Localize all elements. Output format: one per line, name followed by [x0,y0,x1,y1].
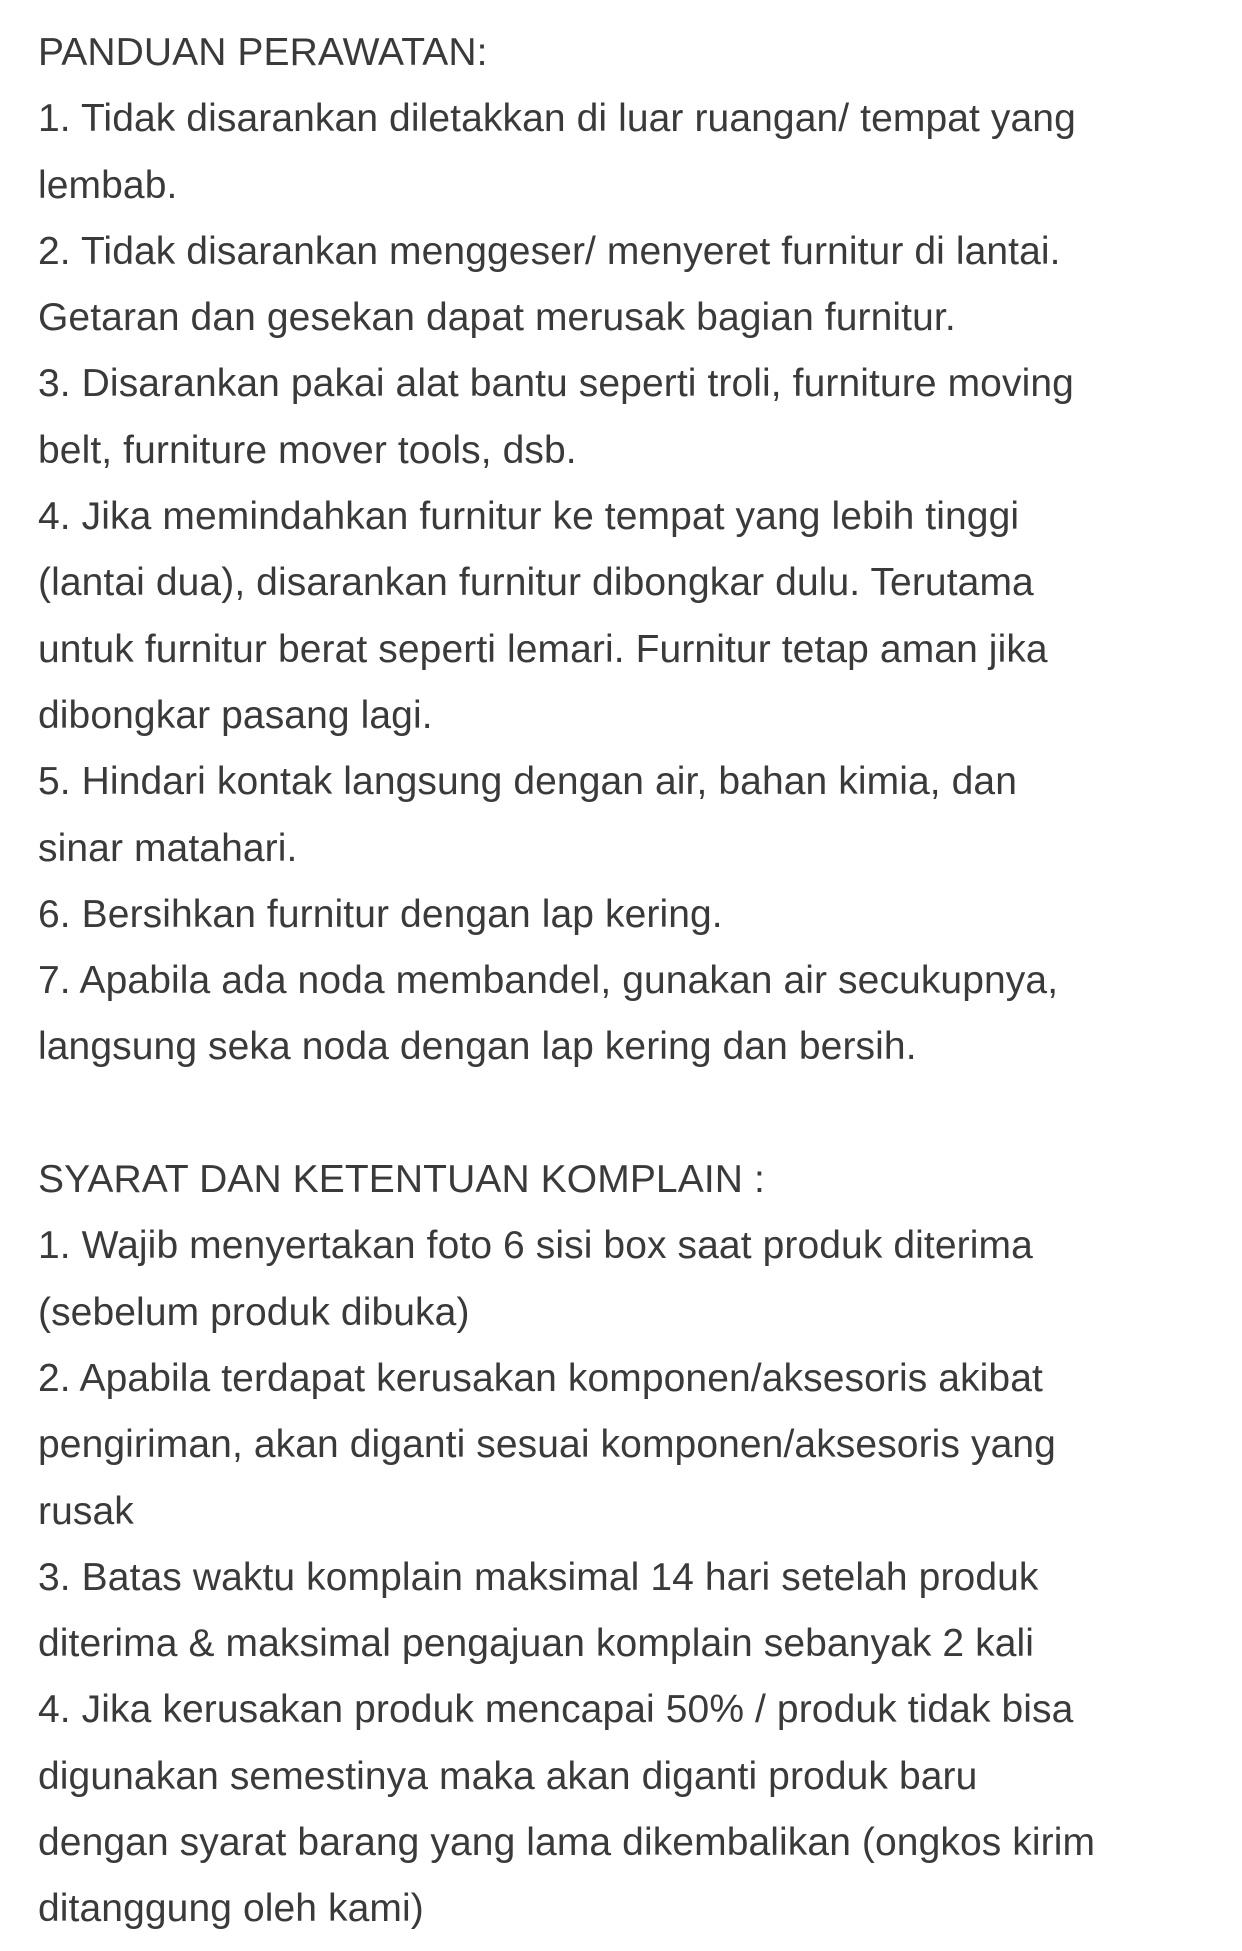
care-guide-heading: PANDUAN PERAWATAN: [38,31,488,74]
complaint-terms-line: 3. Batas waktu komplain maksimal 14 hari setelah produk [38,1555,1039,1599]
complaint-terms-line: ditanggung oleh kami) [38,1887,424,1931]
complaint-terms-line: pengiriman, akan diganti sesuai komponen/aksesoris yang [38,1423,1056,1467]
complaint-terms-line: digunakan semestinya maka akan diganti produk baru [38,1754,978,1798]
care-guide-line: lembab. [38,163,178,207]
care-guide-line: 6. Bersihkan furnitur dengan lap kering. [38,892,723,936]
complaint-terms-line: rusak [38,1489,134,1533]
complaint-terms-line: 4. Jika kerusakan produk mencapai 50% / produk tidak bisa [38,1688,1074,1732]
care-guide-line: belt, furniture mover tools, dsb. [38,428,577,472]
complaint-terms-line: diterima & maksimal pengajuan komplain sebanyak 2 kali [38,1622,1035,1666]
care-guide-line: 5. Hindari kontak langsung dengan air, bahan kimia, dan [38,760,1017,804]
care-guide-line: 1. Tidak disarankan diletakkan di luar ruangan/ tempat yang [38,97,1076,141]
complaint-terms-line: (sebelum produk dibuka) [38,1290,470,1334]
complaint-terms-line: 1. Wajib menyertakan foto 6 sisi box saat produk diterima [38,1224,1033,1268]
section-spacer [38,1081,1212,1147]
care-guide-line: 7. Apabila ada noda membandel, gunakan air secukupnya, [38,959,1059,1003]
complaint-terms-heading: SYARAT DAN KETENTUAN KOMPLAIN : [38,1158,765,1202]
care-guide-line: langsung seka noda dengan lap kering dan bersih. [38,1025,917,1069]
complaint-terms-section [38,1147,1212,1943]
care-guide-line: sinar matahari. [38,826,298,870]
care-guide-line: (lantai dua), disarankan furnitur dibongkar dulu. Terutama [38,561,1034,605]
complaint-terms-line: 2. Apabila terdapat kerusakan komponen/aksesoris akibat [38,1356,1043,1400]
care-guide-line: 2. Tidak disarankan menggeser/ menyeret furnitur di lantai. [38,229,1061,273]
care-guide-line: 3. Disarankan pakai alat bantu seperti troli, furniture moving [38,362,1074,406]
care-guide-line: dibongkar pasang lagi. [38,693,433,737]
care-guide-line: 4. Jika memindahkan furnitur ke tempat yang lebih tinggi [38,495,1020,539]
care-guide-line: untuk furnitur berat seperti lemari. Furnitur tetap aman jika [38,627,1048,671]
complaint-terms-line: dengan syarat barang yang lama dikembalikan (ongkos kirim [38,1821,1096,1865]
care-guide-section [38,20,1212,1081]
care-guide-line: Getaran dan gesekan dapat merusak bagian furnitur. [38,296,956,340]
